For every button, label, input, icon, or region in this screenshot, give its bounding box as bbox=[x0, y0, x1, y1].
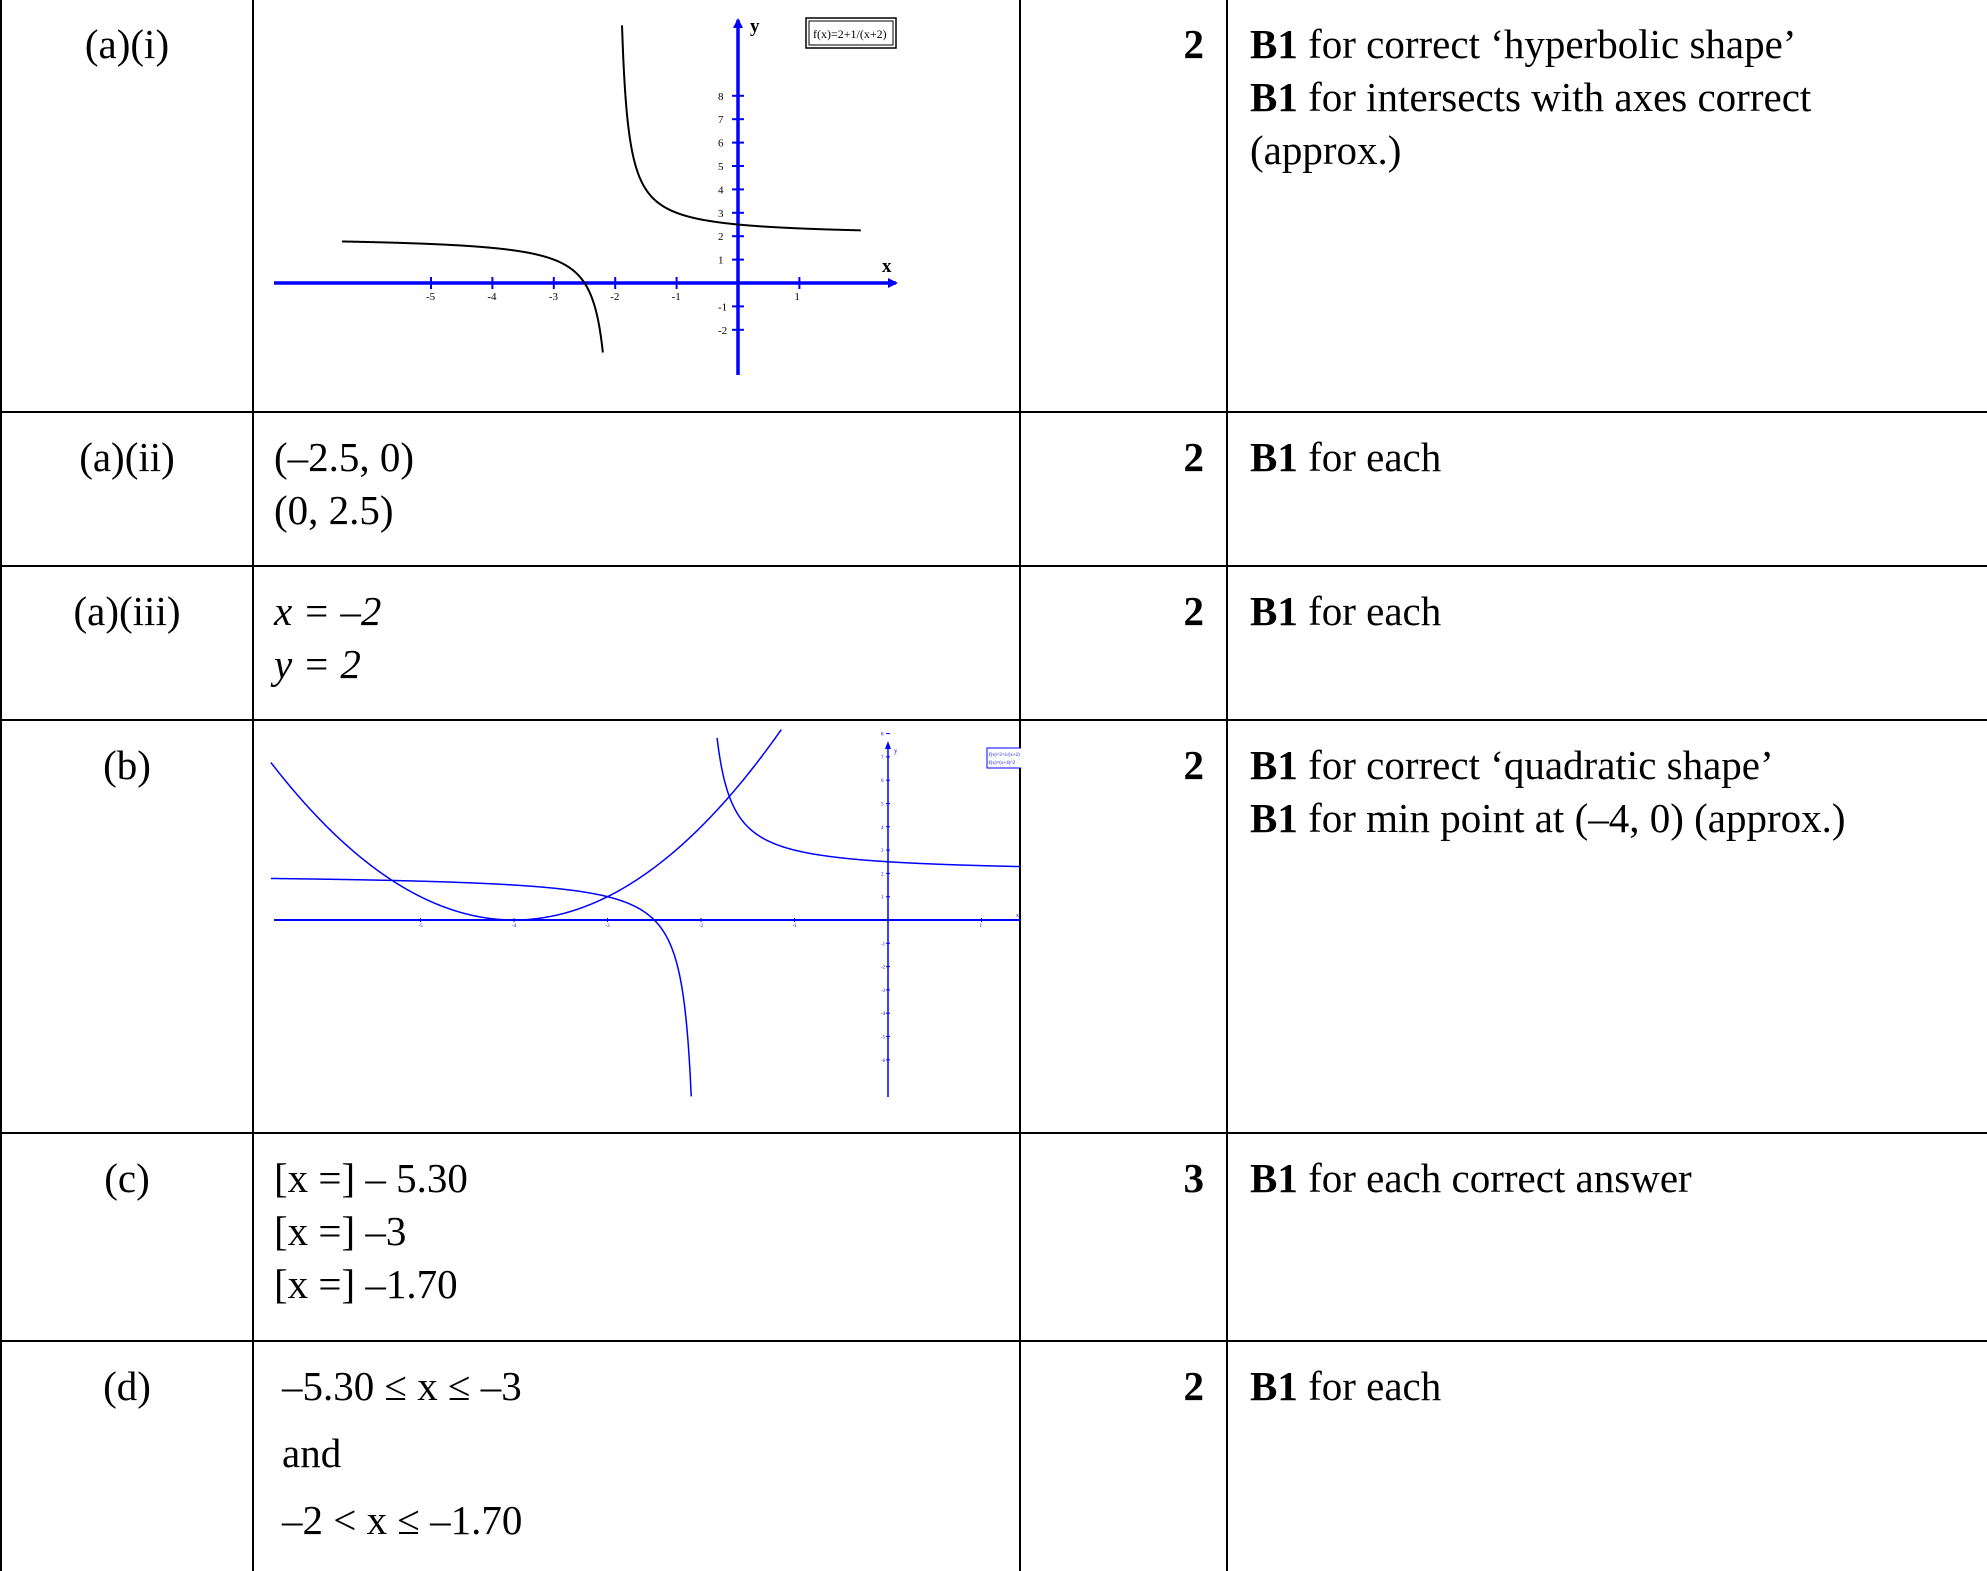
answer-line: –2 < x ≤ –1.70 bbox=[282, 1497, 523, 1543]
question-label: (a)(ii) bbox=[1, 412, 253, 566]
answer-graph-a bbox=[253, 0, 1020, 412]
mark-code: B1 bbox=[1250, 795, 1298, 841]
guidance bbox=[1227, 1133, 1987, 1341]
question-label: (c) bbox=[1, 1133, 253, 1341]
guidance-line: B1 for intersects with axes correct bbox=[1250, 74, 1812, 120]
answer-line: [x =] –3 bbox=[274, 1208, 407, 1254]
y-tick-label: 3 bbox=[881, 849, 884, 855]
x-axis-label: x bbox=[1016, 913, 1019, 919]
answer-line: y = 2 bbox=[274, 641, 361, 687]
guidance-line: B1 for correct ‘hyperbolic shape’ bbox=[1250, 21, 1797, 67]
question-label: (d) bbox=[1, 1341, 253, 1571]
answer-line: (–2.5, 0) bbox=[274, 434, 415, 480]
guidance bbox=[1227, 412, 1987, 566]
y-tick-label: -2 bbox=[881, 965, 886, 971]
guidance bbox=[1227, 720, 1987, 1133]
x-tick-label: 1 bbox=[794, 291, 800, 303]
question-label: (b) bbox=[1, 720, 253, 1133]
legend-text: f(x)=(x+4)^2 bbox=[989, 761, 1016, 766]
hyperbola-left-branch bbox=[271, 878, 691, 1096]
y-tick-label: 3 bbox=[718, 207, 724, 220]
mark-code: B1 bbox=[1250, 1363, 1298, 1409]
y-tick-label: 1 bbox=[881, 895, 884, 901]
y-tick-label: 2 bbox=[881, 872, 884, 878]
x-tick-label: 1 bbox=[979, 924, 982, 929]
legend-text: f(x)=2+1/(x+2) bbox=[813, 27, 887, 41]
answer bbox=[253, 1133, 1020, 1341]
guidance bbox=[1227, 1341, 1987, 1571]
answer bbox=[253, 1341, 1020, 1571]
answer-line: –5.30 ≤ x ≤ –3 bbox=[282, 1363, 522, 1409]
guidance-line: B1 for each bbox=[1250, 1363, 1442, 1409]
y-tick-label: -4 bbox=[881, 1012, 886, 1018]
answer bbox=[253, 566, 1020, 720]
x-tick-label: -3 bbox=[605, 924, 610, 929]
guidance-line: B1 for each correct answer bbox=[1250, 1155, 1692, 1201]
mark: 3 bbox=[1020, 1133, 1227, 1341]
x-tick-label: -1 bbox=[671, 291, 681, 303]
y-tick-label: 7 bbox=[881, 755, 884, 761]
y-tick-label: -3 bbox=[881, 988, 886, 994]
x-tick-label: -2 bbox=[610, 291, 620, 303]
question-label: (a)(iii) bbox=[1, 566, 253, 720]
mark: 2 bbox=[1020, 412, 1227, 566]
x-tick-label: -3 bbox=[548, 291, 558, 303]
guidance-line: B1 for correct ‘quadratic shape’ bbox=[1250, 742, 1774, 788]
answer-graph-b bbox=[253, 720, 1020, 1133]
y-tick-label: 8 bbox=[881, 732, 884, 738]
mark-code: B1 bbox=[1250, 74, 1298, 120]
row-a-ii bbox=[1, 412, 1987, 566]
x-axis-label: x bbox=[882, 256, 892, 277]
x-tick-label: -5 bbox=[426, 291, 436, 303]
mark: 2 bbox=[1020, 566, 1227, 720]
guidance-line: B1 for each bbox=[1250, 588, 1442, 634]
row-a-i bbox=[1, 0, 1987, 412]
guidance bbox=[1227, 566, 1987, 720]
hyperbola-graph bbox=[254, 0, 1021, 398]
y-tick-label: 2 bbox=[718, 231, 724, 244]
y-tick-label: 4 bbox=[718, 184, 724, 197]
x-tick-label: -4 bbox=[487, 291, 497, 303]
x-tick-label: -5 bbox=[418, 924, 423, 929]
hyperbola-right-branch bbox=[622, 25, 861, 230]
hyperbola-left-branch bbox=[342, 241, 603, 352]
row-a-iii bbox=[1, 566, 1987, 720]
y-tick-label: -1 bbox=[718, 301, 728, 314]
x-tick-label: -2 bbox=[699, 924, 704, 929]
y-tick-label: -1 bbox=[881, 942, 886, 948]
y-tick-label: 6 bbox=[718, 137, 724, 150]
mark-code: B1 bbox=[1250, 434, 1298, 480]
question-label: (a)(i) bbox=[1, 0, 253, 412]
y-tick-label: 6 bbox=[881, 779, 884, 785]
guidance-line: B1 for min point at (–4, 0) (approx.) bbox=[1250, 795, 1846, 841]
mark: 2 bbox=[1020, 0, 1227, 412]
answer-line: and bbox=[282, 1430, 342, 1476]
quadratic-hyperbola-graph bbox=[254, 721, 1021, 1119]
row-c bbox=[1, 1133, 1987, 1341]
hyperbola-right-branch bbox=[717, 738, 1021, 867]
y-tick-label: 1 bbox=[718, 254, 724, 267]
row-b bbox=[1, 720, 1987, 1133]
y-axis-label: y bbox=[894, 747, 898, 755]
answer-line: x = –2 bbox=[274, 588, 382, 634]
y-tick-label: 4 bbox=[881, 825, 884, 831]
mark-code: B1 bbox=[1250, 21, 1298, 67]
y-tick-label: 5 bbox=[881, 802, 884, 808]
row-d bbox=[1, 1341, 1987, 1571]
guidance bbox=[1227, 0, 1987, 412]
answer bbox=[253, 412, 1020, 566]
mark-code: B1 bbox=[1250, 588, 1298, 634]
mark: 2 bbox=[1020, 720, 1227, 1133]
y-axis-label: y bbox=[750, 16, 760, 37]
x-tick-label: -4 bbox=[512, 924, 517, 929]
answer-line: [x =] –1.70 bbox=[274, 1261, 458, 1307]
y-tick-label: 5 bbox=[718, 161, 724, 173]
y-tick-label: 8 bbox=[718, 90, 724, 103]
mark-code: B1 bbox=[1250, 742, 1298, 788]
y-tick-label: -2 bbox=[718, 324, 728, 337]
y-tick-label: 7 bbox=[718, 114, 724, 127]
mark-code: B1 bbox=[1250, 1155, 1298, 1201]
y-tick-label: -5 bbox=[881, 1035, 886, 1041]
guidance-line: B1 for each bbox=[1250, 434, 1442, 480]
quadratic-curve bbox=[271, 730, 781, 920]
y-tick-label: -6 bbox=[881, 1058, 886, 1064]
x-tick-label: -1 bbox=[792, 924, 797, 929]
answer-line: (0, 2.5) bbox=[274, 487, 394, 533]
answer-line: [x =] – 5.30 bbox=[274, 1155, 468, 1201]
legend-text: f(x)=2+1/(x+2) bbox=[989, 753, 1020, 758]
guidance-line: (approx.) bbox=[1250, 127, 1402, 173]
mark: 2 bbox=[1020, 1341, 1227, 1571]
